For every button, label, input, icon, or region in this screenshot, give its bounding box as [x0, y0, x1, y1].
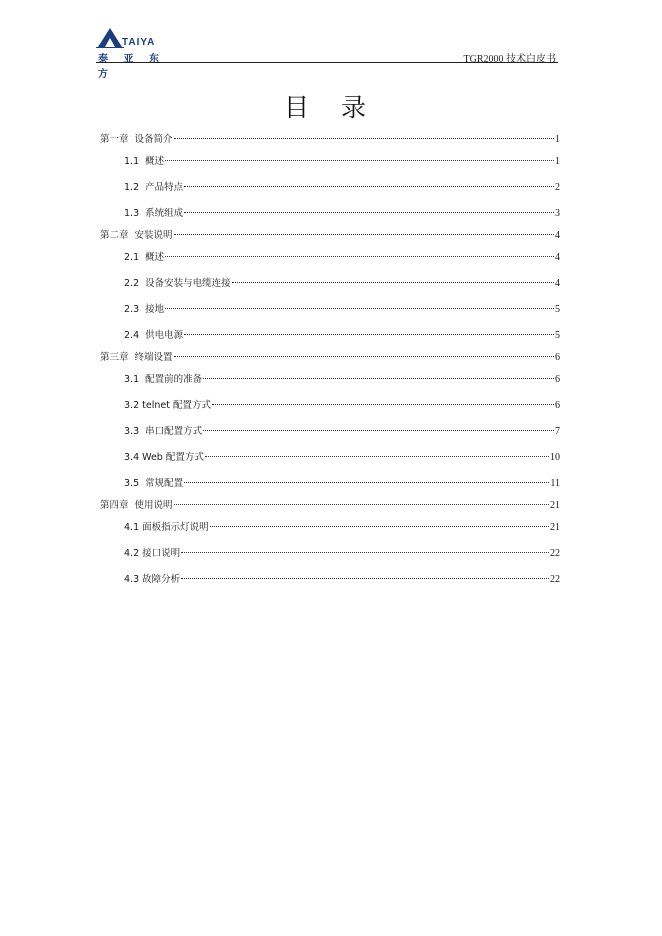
toc-page-number: 11: [550, 478, 560, 489]
toc-section-entry[interactable]: [124, 328, 560, 344]
toc-dot-leader: [184, 482, 549, 483]
header-divider: [96, 62, 558, 63]
toc-entry-title: 3.1 配置前的准备: [124, 374, 203, 385]
document-label: TGR2000 技术白皮书: [463, 54, 556, 65]
toc-entry-title: 2.4 供电电源: [124, 330, 184, 341]
toc-dot-leader: [165, 256, 554, 257]
toc-page-number: 3: [555, 208, 560, 219]
toc-page-number: 4: [555, 278, 560, 289]
toc-section-entry[interactable]: [124, 302, 560, 318]
toc-entry-title: 3.3 串口配置方式: [124, 426, 203, 437]
toc-dot-leader: [174, 234, 554, 235]
toc-page-number: 1: [555, 134, 560, 145]
toc-section-entry[interactable]: [124, 476, 560, 492]
toc-page-number: 7: [555, 426, 560, 437]
toc-entry-title: 1.3 系统组成: [124, 208, 184, 219]
toc-chapter-entry[interactable]: [100, 228, 560, 244]
toc-entry-title: 第一章 设备简介: [100, 134, 173, 145]
toc-dot-leader: [174, 504, 549, 505]
toc-dot-leader: [181, 578, 549, 579]
toc-section-entry[interactable]: [124, 372, 560, 388]
toc-page-number: 5: [555, 304, 560, 315]
toc-page-number: 5: [555, 330, 560, 341]
toc-page-number: 4: [555, 252, 560, 263]
toc-dot-leader: [184, 334, 554, 335]
toc-page-number: 2: [555, 182, 560, 193]
toc-section-entry[interactable]: [124, 520, 560, 536]
toc-dot-leader: [232, 282, 554, 283]
toc-section-entry[interactable]: [124, 572, 560, 588]
logo-chinese-name: 泰 亚 东 方: [98, 54, 165, 80]
toc-page-number: 22: [550, 574, 560, 585]
toc-section-entry[interactable]: [124, 398, 560, 414]
logo-wordmark: TAIYA: [122, 37, 156, 48]
toc-page-number: 21: [550, 500, 560, 511]
toc-section-entry[interactable]: [124, 206, 560, 222]
toc-dot-leader: [184, 186, 554, 187]
toc-page-number: 6: [555, 352, 560, 363]
toc-section-entry[interactable]: [124, 250, 560, 266]
toc-entry-title: 2.1 概述: [124, 252, 165, 263]
toc-page-number: 22: [550, 548, 560, 559]
toc-entry-title: 3.2 telnet 配置方式: [124, 400, 211, 411]
toc-page-number: 6: [555, 374, 560, 385]
toc-dot-leader: [181, 552, 549, 553]
toc-section-entry[interactable]: [124, 180, 560, 196]
toc-dot-leader: [174, 138, 554, 139]
toc-dot-leader: [210, 526, 549, 527]
page-title: 目 录: [284, 93, 378, 122]
toc-page-number: 6: [555, 400, 560, 411]
toc-entry-title: 1.1 概述: [124, 156, 165, 167]
toc-section-entry[interactable]: [124, 276, 560, 292]
toc-chapter-entry[interactable]: [100, 498, 560, 514]
toc-dot-leader: [203, 378, 554, 379]
toc-chapter-entry[interactable]: [100, 132, 560, 148]
toc-entry-title: 4.2 接口说明: [124, 548, 181, 559]
company-logo: [96, 26, 176, 80]
toc-dot-leader: [184, 212, 554, 213]
toc-section-entry[interactable]: [124, 424, 560, 440]
toc-page-number: 21: [550, 522, 560, 533]
toc-entry-title: 第二章 安装说明: [100, 230, 173, 241]
toc-dot-leader: [203, 430, 554, 431]
toc-entry-title: 第三章 终端设置: [100, 352, 173, 363]
toc-dot-leader: [212, 404, 554, 405]
toc-entry-title: 1.2 产品特点: [124, 182, 184, 193]
logo-mountain-icon: [96, 26, 124, 48]
toc-entry-title: 第四章 使用说明: [100, 500, 173, 511]
toc-dot-leader: [205, 456, 549, 457]
toc-section-entry[interactable]: [124, 450, 560, 466]
page-header: [96, 22, 558, 80]
toc-dot-leader: [174, 356, 554, 357]
toc-dot-leader: [165, 308, 554, 309]
toc-section-entry[interactable]: [124, 546, 560, 562]
toc-entry-title: 2.2 设备安装与电缆连接: [124, 278, 231, 289]
toc-page-number: 1: [555, 156, 560, 167]
toc-page-number: 10: [550, 452, 560, 463]
toc-entry-title: 2.3 接地: [124, 304, 165, 315]
toc-page-number: 4: [555, 230, 560, 241]
toc-entry-title: 4.1 面板指示灯说明: [124, 522, 209, 533]
toc-entry-title: 4.3 故障分析: [124, 574, 181, 585]
toc-entry-title: 3.4 Web 配置方式: [124, 452, 204, 463]
toc-section-entry[interactable]: [124, 154, 560, 170]
toc-entry-title: 3.5 常规配置: [124, 478, 184, 489]
toc-dot-leader: [165, 160, 554, 161]
toc-chapter-entry[interactable]: [100, 350, 560, 366]
